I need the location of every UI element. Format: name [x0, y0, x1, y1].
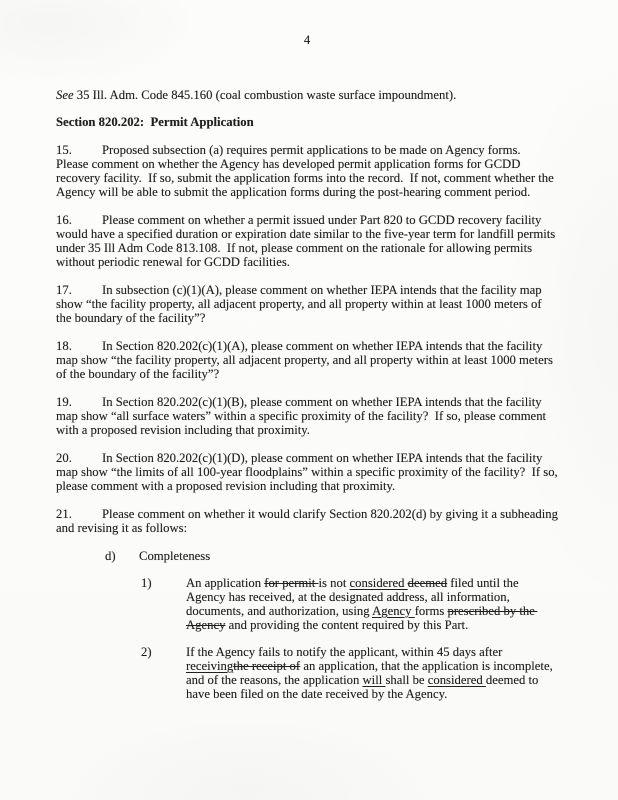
- paragraph-number: 15.: [56, 143, 72, 157]
- revision-item-2: [141, 645, 558, 701]
- paragraph-text: In Section 820.202(c)(1)(B), please comment on whether IEPA intends that the facility map show “all surface waters” within a specific proximity of the facility? If so, please comment with a proposed revision including that proximity.: [56, 395, 550, 437]
- subsection-d: [105, 549, 558, 563]
- paragraph-20: [56, 451, 561, 493]
- item-number: 1): [141, 576, 152, 590]
- paragraph-text: In Section 820.202(c)(1)(D), please comment on whether IEPA intends that the facility map show “the limits of all 100-year floodplains” within a specific proximity of the facility? If so, please comment with a proposed revision including that proximity.: [56, 451, 561, 493]
- paragraph-text: Proposed subsection (a) requires permit applications to be made on Agency forms. Please comment on whether the Agency has developed permit application forms for GCDD recovery facility. If so, submit the application forms into the record. If not, comment whether the Agency will be able to submit the application forms during the post-hearing comment period.: [56, 143, 557, 199]
- item-number: 2): [141, 645, 152, 659]
- paragraph-number: 17.: [56, 283, 72, 297]
- paragraph-text: Please comment on whether a permit issued under Part 820 to GCDD recovery facility would have a specified duration or expiration date similar to the five-year term for landfill permits under 35 Ill Adm Code 813.108. If not, please comment on the rationale for allowing permits without periodic renewal for GCDD facilities.: [56, 213, 559, 269]
- item-text: If the Agency fails to notify the applicant, within 45 days after receivingthe receipt of an application, that the application is incomplete, and of the reasons, the application will shall be considered deemed to have been filed on the date received by the Agency.: [186, 645, 556, 701]
- paragraph-15: [56, 143, 558, 199]
- paragraph-16: [56, 213, 558, 269]
- paragraph-21: [56, 507, 562, 535]
- page-number: 4: [303, 33, 311, 47]
- subsection-label: d): [105, 549, 116, 563]
- subsection-title: Completeness: [139, 549, 211, 563]
- paragraph-18: [56, 339, 558, 381]
- page-content: [56, 0, 562, 701]
- paragraph-number: 16.: [56, 213, 72, 227]
- paragraph-text: Please comment on whether it would clarify Section 820.202(d) by giving it a subheading and revising it as follows:: [56, 507, 562, 535]
- revision-item-1: [141, 576, 558, 632]
- paragraph-text: In subsection (c)(1)(A), please comment on whether IEPA intends that the facility map show “the facility property, all adjacent property, and all property within at least 1000 meters of the boundary of the facility”?: [56, 283, 545, 325]
- paragraph-number: 20.: [56, 451, 72, 465]
- item-text: An application for permit is not considered deemed filed until the Agency has received, at the designated address, all information, documents, and authorization, using Agency forms prescribed by the Agency and providing the content required by this Part.: [186, 576, 538, 632]
- paragraph-number: 19.: [56, 395, 72, 409]
- paragraph-19: [56, 395, 558, 437]
- citation-line: See 35 Ill. Adm. Code 845.160 (coal combustion waste surface impoundment).: [56, 88, 457, 102]
- paragraph-number: 21.: [56, 507, 72, 521]
- section-heading: Section 820.202: Permit Application: [56, 115, 254, 129]
- paragraph-number: 18.: [56, 339, 72, 353]
- paragraph-text: In Section 820.202(c)(1)(A), please comment on whether IEPA intends that the facility map show “the facility property, all adjacent property, and all property within at least 1000 meters of the boundary of the facility”?: [56, 339, 557, 381]
- paragraph-17: [56, 283, 558, 325]
